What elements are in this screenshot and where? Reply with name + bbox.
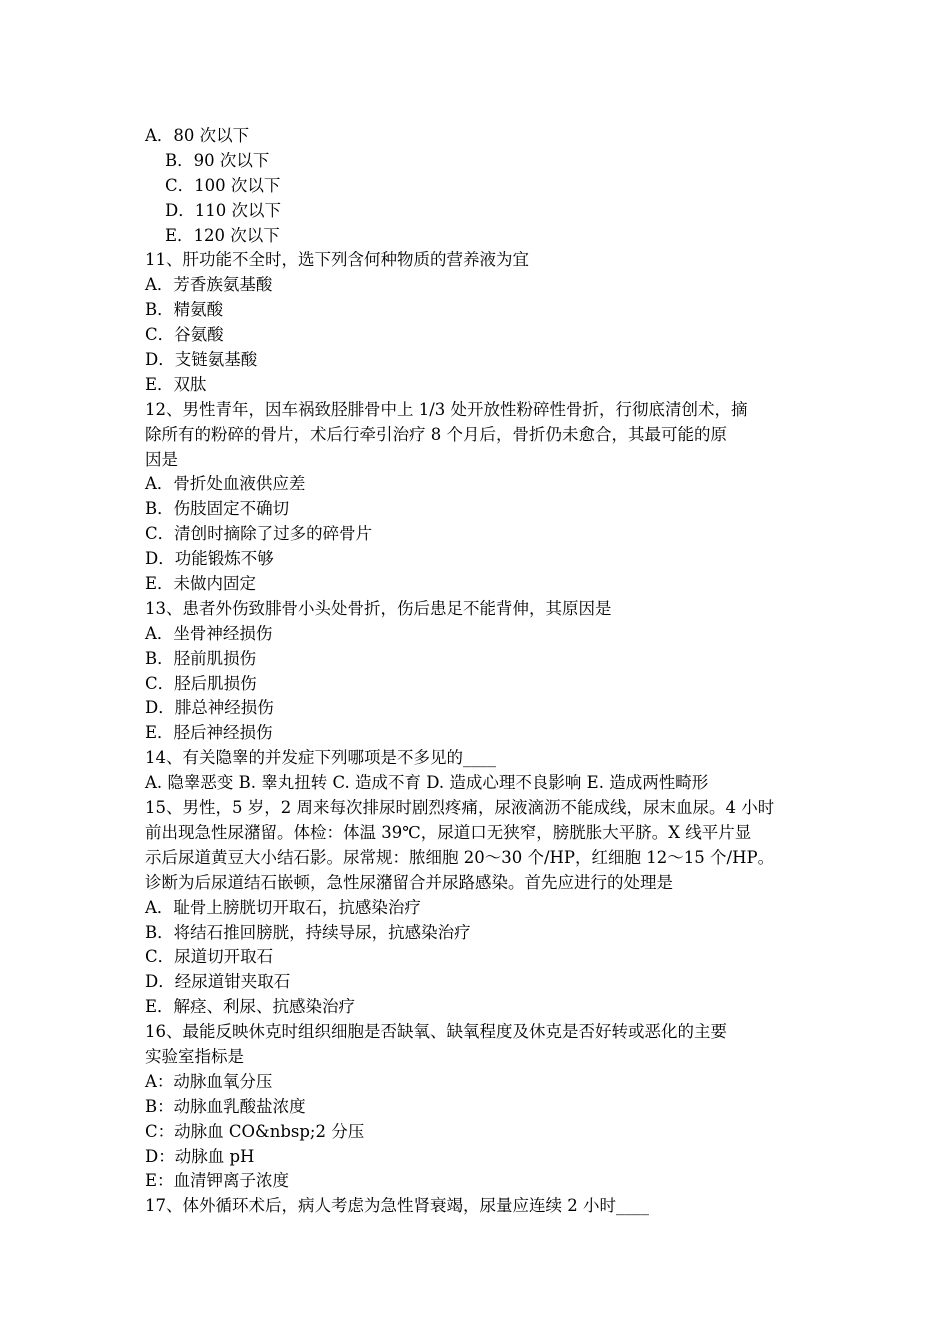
text-line: A．坐骨神经损伤 [145, 623, 273, 643]
text-line: 示后尿道黄豆大小结石影。尿常规：脓细胞 20～30 个/HP，红细胞 12～15 个/HP。 [145, 847, 775, 867]
text-line: B．胫前肌损伤 [145, 648, 257, 668]
text-line: E．胫后神经损伤 [145, 723, 273, 743]
text-line: 13、患者外伤致腓骨小头处骨折，伤后患足不能背伸，其原因是 [145, 598, 612, 618]
text-line: E．120 次以下 [165, 225, 280, 245]
text-line: D．110 次以下 [165, 200, 281, 220]
text-line: E．未做内固定 [145, 574, 257, 594]
text-line: B．精氨酸 [145, 300, 224, 320]
text-line: A．芳香族氨基酸 [145, 275, 273, 295]
text-line: C：动脉血 CO&nbsp;2 分压 [145, 1121, 365, 1141]
text-line: 除所有的粉碎的骨片，术后行牵引治疗 8 个月后，骨折仍未愈合，其最可能的原 [145, 424, 727, 444]
text-line: B：动脉血乳酸盐浓度 [145, 1096, 306, 1116]
text-line: D．支链氨基酸 [145, 350, 258, 370]
text-line: 诊断为后尿道结石嵌顿，急性尿潴留合并尿路感染。首先应进行的处理是 [145, 872, 673, 892]
text-line: 17、体外循环术后，病人考虑为急性肾衰竭，尿量应连续 2 小时____ [145, 1196, 649, 1216]
text-line: E：血清钾离子浓度 [145, 1171, 290, 1191]
text-line: C．尿道切开取石 [145, 947, 274, 967]
text-line: B．90 次以下 [165, 150, 270, 170]
text-line: B．将结石推回膀胱，持续导尿，抗感染治疗 [145, 922, 471, 942]
text-line: A．骨折处血液供应差 [145, 474, 306, 494]
text-line: C．100 次以下 [165, 175, 281, 195]
text-line: E．双肽 [145, 374, 207, 394]
text-line: 实验室指标是 [145, 1046, 244, 1066]
text-line: C．胫后肌损伤 [145, 673, 257, 693]
text-line: 15、男性，5 岁，2 周来每次排尿时剧烈疼痛，尿液滴沥不能成线，尿末血尿。4 小时 [145, 798, 775, 818]
text-line: C．谷氨酸 [145, 325, 224, 345]
document-page [145, 124, 820, 1219]
text-line: D．经尿道钳夹取石 [145, 972, 291, 992]
text-line: E．解痉、利尿、抗感染治疗 [145, 997, 356, 1017]
text-line: 12、男性青年，因车祸致胫腓骨中上 1/3 处开放性粉碎性骨折，行彻底清创术，摘 [145, 399, 748, 419]
text-line: C．清创时摘除了过多的碎骨片 [145, 524, 373, 544]
text-line: A：动脉血氧分压 [145, 1071, 273, 1091]
text-line: 16、最能反映休克时组织细胞是否缺氧、缺氧程度及休克是否好转或恶化的主要 [145, 1022, 727, 1042]
text-line: 前出现急性尿潴留。体检：体温 39℃，尿道口无狭窄，膀胱胀大平脐。X 线平片显 [145, 822, 752, 842]
text-line: D：动脉血 pH [145, 1146, 255, 1166]
text-line: D．功能锻炼不够 [145, 549, 274, 569]
text-line: B．伤肢固定不确切 [145, 499, 290, 519]
text-line: 因是 [145, 449, 178, 469]
text-line: D．腓总神经损伤 [145, 698, 274, 718]
text-line: A. 隐睾恶变 B. 睾丸扭转 C. 造成不育 D. 造成心理不良影响 E. 造成两性畸形 [145, 773, 709, 793]
text-line: A．80 次以下 [145, 126, 250, 145]
text-line: 14、有关隐睾的并发症下列哪项是不多见的____ [145, 748, 496, 768]
text-line: A．耻骨上膀胱切开取石，抗感染治疗 [145, 897, 421, 917]
text-line: 11、肝功能不全时，选下列含何种物质的营养液为宜 [145, 250, 529, 270]
